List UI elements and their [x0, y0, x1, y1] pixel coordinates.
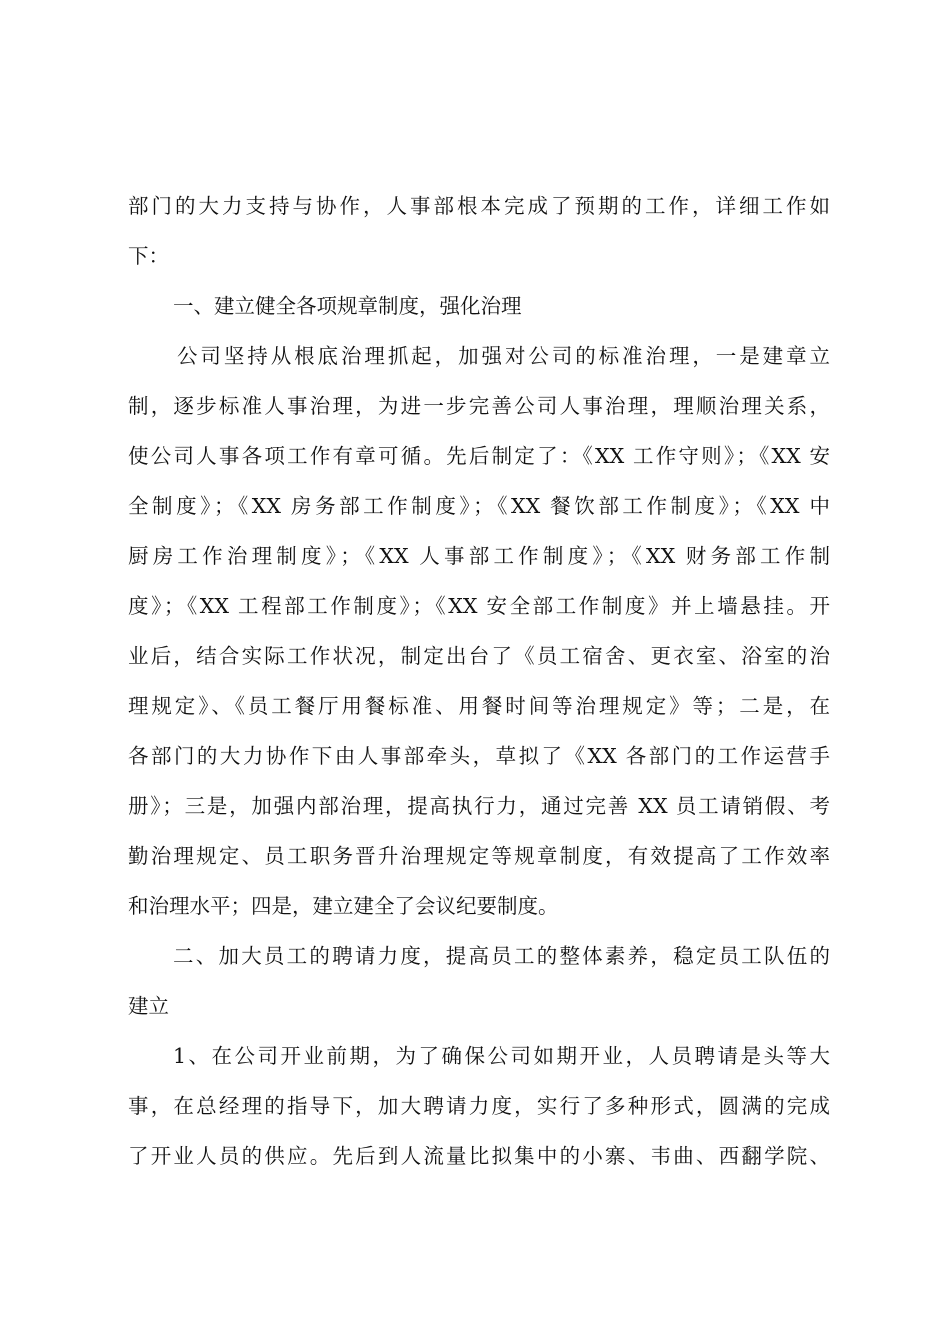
- body-line: 公司坚持从根底治理抓起，加强对公司的标准治理，一是建章立: [177, 344, 830, 368]
- body-line: 度》；《XX 工程部工作制度》；《XX 安全部工作制度》并上墙悬挂。开: [128, 594, 830, 618]
- section-heading: 二、加大员工的聘请力度，提高员工的整体素养，稳定员工队伍的: [173, 944, 830, 968]
- body-line: 1、在公司开业前期，为了确保公司如期开业，人员聘请是头等大: [173, 1044, 830, 1068]
- body-line: 厨房工作治理制度》；《XX 人事部工作制度》；《XX 财务部工作制: [128, 544, 830, 568]
- body-line: 和治理水平；四是，建立建全了会议纪要制度。: [128, 894, 559, 918]
- body-line: 使公司人事各项工作有章可循。先后制定了：《XX 工作守则》；《XX 安: [128, 444, 830, 468]
- body-line: 册》；三是，加强内部治理，提高执行力，通过完善 XX 员工请销假、考: [128, 794, 830, 818]
- section-heading: 建立: [128, 994, 169, 1018]
- body-line: 制，逐步标准人事治理，为进一步完善公司人事治理，理顺治理关系，: [128, 394, 830, 418]
- body-line: 勤治理规定、员工职务晋升治理规定等规章制度，有效提高了工作效率: [128, 844, 830, 868]
- section-heading: 一、建立健全各项规章制度，强化治理: [173, 294, 522, 318]
- body-line: 部门的大力支持与协作，人事部根本完成了预期的工作，详细工作如: [128, 194, 830, 218]
- body-line: 理规定》、《员工餐厅用餐标准、用餐时间等治理规定》等；二是，在: [128, 694, 830, 718]
- body-line: 事，在总经理的指导下，加大聘请力度，实行了多种形式，圆满的完成: [128, 1094, 830, 1118]
- body-line: 下：: [128, 244, 169, 268]
- body-line: 各部门的大力协作下由人事部牵头，草拟了《XX 各部门的工作运营手: [128, 744, 830, 768]
- body-line: 全制度》；《XX 房务部工作制度》；《XX 餐饮部工作制度》；《XX 中: [128, 494, 830, 518]
- body-line: 业后，结合实际工作状况，制定出台了《员工宿舍、更衣室、浴室的治: [128, 644, 830, 668]
- body-line: 了开业人员的供应。先后到人流量比拟集中的小寨、韦曲、西翻学院、: [128, 1144, 830, 1168]
